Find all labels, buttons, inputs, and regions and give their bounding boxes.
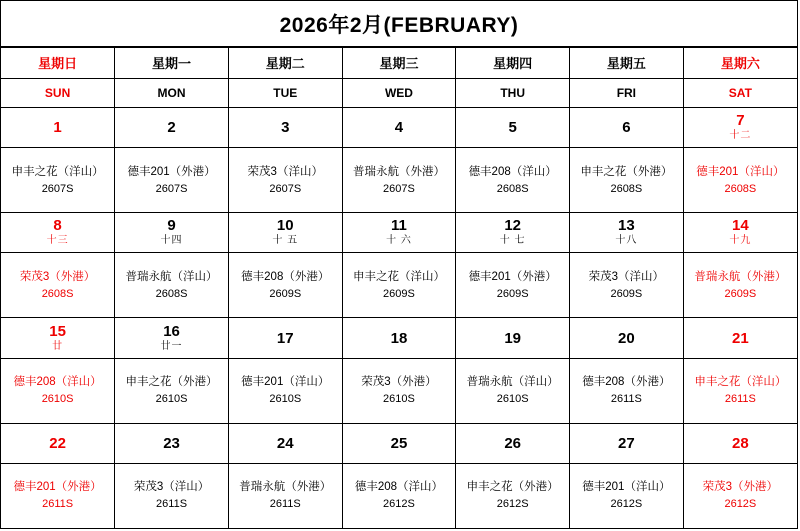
- vessel-name: 普瑞永航（洋山）: [466, 376, 559, 389]
- day-cell-date[interactable]: [1, 213, 115, 253]
- day-cell-date[interactable]: [456, 213, 570, 253]
- day-cell-event[interactable]: [456, 253, 570, 318]
- weekday-header-cn-wed: 星期三: [342, 48, 456, 79]
- voyage-code: 2607S: [383, 182, 415, 195]
- day-number: 9: [167, 217, 176, 235]
- day-cell-date[interactable]: [228, 423, 342, 463]
- day-cell-date[interactable]: [570, 213, 684, 253]
- day-number: 18: [390, 329, 408, 347]
- day-cell-event[interactable]: [1, 253, 115, 318]
- day-cell-event[interactable]: [342, 463, 456, 528]
- voyage-code: 2609S: [724, 287, 757, 300]
- vessel-name: 德丰208（外港）: [241, 270, 330, 283]
- voyage-code: 2611S: [610, 393, 642, 406]
- voyage-code: 2612S: [724, 498, 757, 511]
- day-cell-date[interactable]: [456, 423, 570, 463]
- day-number: 4: [394, 118, 404, 136]
- day-cell-date[interactable]: [342, 107, 456, 147]
- vessel-name: 德丰208（外港）: [582, 376, 671, 389]
- vessel-name: 普瑞永航（外港）: [694, 270, 787, 283]
- vessel-name: 德丰201（洋山）: [582, 481, 671, 494]
- vessel-name: 荣茂3（外港）: [19, 270, 96, 283]
- day-number: 15: [49, 322, 66, 340]
- weekday-header-cn-tue: 星期二: [228, 48, 342, 79]
- day-cell-date[interactable]: [115, 423, 229, 463]
- vessel-name: 德丰201（外港）: [468, 270, 557, 283]
- day-number: 13: [618, 217, 635, 235]
- day-cell-event[interactable]: [1, 148, 115, 213]
- vessel-name: 申丰之花（洋山）: [11, 165, 104, 178]
- day-number: 11: [391, 217, 407, 235]
- voyage-code: 2610S: [496, 393, 529, 406]
- day-cell-event[interactable]: [228, 358, 342, 423]
- vessel-name: 荣茂3（洋山）: [133, 481, 210, 494]
- day-number: 8: [53, 217, 62, 235]
- weekday-header-en-sat: SAT: [683, 78, 797, 107]
- vessel-name: 申丰之花（外港）: [125, 376, 218, 389]
- vessel-name: 德丰201（外港）: [127, 165, 216, 178]
- date-row: [1, 213, 797, 253]
- day-number: 10: [276, 217, 294, 235]
- day-cell-date[interactable]: [1, 318, 115, 358]
- day-cell-date[interactable]: [342, 213, 456, 253]
- day-cell-event[interactable]: [115, 463, 229, 528]
- day-cell-event[interactable]: [683, 253, 797, 318]
- day-cell-event[interactable]: [228, 463, 342, 528]
- day-cell-event[interactable]: [456, 358, 570, 423]
- day-cell-date[interactable]: [1, 423, 115, 463]
- voyage-code: 2611S: [724, 393, 756, 406]
- day-number: 21: [732, 329, 749, 347]
- day-cell-date[interactable]: [570, 423, 684, 463]
- weekday-header-cn-thu: 星期四: [456, 48, 570, 79]
- day-number: 16: [163, 322, 180, 340]
- voyage-code: 2611S: [156, 498, 188, 511]
- calendar-body: [1, 48, 797, 529]
- lunar-date: 十三: [46, 235, 69, 247]
- day-cell-date[interactable]: [342, 318, 456, 358]
- voyage-code: 2610S: [155, 393, 188, 406]
- vessel-name: 荣茂3（外港）: [361, 376, 437, 389]
- weekday-header-cn-row: [1, 48, 797, 79]
- day-cell-event[interactable]: [683, 358, 797, 423]
- date-row: [1, 107, 797, 147]
- event-row: [1, 358, 797, 423]
- day-cell-date[interactable]: [1, 107, 115, 147]
- voyage-code: 2612S: [383, 498, 415, 511]
- day-number: 28: [732, 434, 749, 452]
- voyage-code: 2608S: [724, 182, 757, 195]
- voyage-code: 2609S: [496, 287, 529, 300]
- day-cell-event[interactable]: [683, 148, 797, 213]
- lunar-date: 廿: [52, 340, 64, 352]
- vessel-name: 德丰201（外港）: [13, 481, 102, 494]
- weekday-header-en-tue: TUE: [228, 78, 342, 107]
- day-cell-date[interactable]: [456, 318, 570, 358]
- calendar-title-bar: [1, 1, 797, 47]
- weekday-header-cn-mon: 星期一: [115, 48, 229, 79]
- vessel-name: 荣茂3（外港）: [702, 481, 779, 494]
- event-row: [1, 463, 797, 528]
- weekday-header-cn-sat: 星期六: [683, 48, 797, 79]
- voyage-code: 2609S: [269, 287, 302, 300]
- day-cell-date[interactable]: [456, 107, 570, 147]
- day-cell-date[interactable]: [115, 318, 229, 358]
- lunar-date: 十八: [615, 235, 638, 247]
- weekday-header-en-fri: FRI: [570, 78, 684, 107]
- weekday-header-en-wed: WED: [342, 78, 456, 107]
- day-number: 22: [49, 434, 66, 452]
- day-cell-event[interactable]: [115, 358, 229, 423]
- day-cell-event[interactable]: [1, 358, 115, 423]
- weekday-header-en-sun: SUN: [1, 78, 115, 107]
- day-cell-event[interactable]: [570, 463, 684, 528]
- day-cell-event[interactable]: [115, 253, 229, 318]
- voyage-code: 2607S: [41, 182, 74, 195]
- lunar-date: 十九: [729, 235, 752, 247]
- day-cell-event[interactable]: [1, 463, 115, 528]
- date-row: [1, 423, 797, 463]
- vessel-name: 荣茂3（洋山）: [247, 165, 323, 178]
- day-number: 25: [390, 434, 408, 452]
- day-cell-date[interactable]: [570, 318, 684, 358]
- day-number: 17: [276, 329, 294, 347]
- day-number: 12: [504, 217, 521, 235]
- day-cell-date[interactable]: [115, 107, 229, 147]
- day-cell-date[interactable]: [115, 213, 229, 253]
- vessel-name: 德丰208（洋山）: [13, 376, 102, 389]
- day-number: 26: [504, 434, 521, 452]
- weekday-header-en-mon: MON: [115, 78, 229, 107]
- day-number: 20: [618, 329, 635, 347]
- day-cell-date[interactable]: [228, 107, 342, 147]
- lunar-date: 十 七: [499, 235, 526, 247]
- vessel-name: 荣茂3（洋山）: [588, 270, 665, 283]
- voyage-code: 2608S: [41, 287, 74, 300]
- voyage-code: 2609S: [610, 287, 643, 300]
- lunar-date: 十二: [729, 129, 752, 141]
- day-number: 5: [508, 118, 517, 136]
- day-number: 27: [618, 434, 635, 452]
- voyage-code: 2612S: [610, 498, 643, 511]
- day-cell-event[interactable]: [456, 463, 570, 528]
- day-cell-event[interactable]: [342, 253, 456, 318]
- day-cell-event[interactable]: [570, 358, 684, 423]
- day-number: 19: [504, 329, 521, 347]
- vessel-name: 普瑞永航（外港）: [239, 481, 332, 494]
- weekday-header-cn-sun: 星期日: [1, 48, 115, 79]
- voyage-code: 2609S: [383, 287, 415, 300]
- vessel-name: 普瑞永航（外港）: [352, 165, 445, 178]
- weekday-header-cn-fri: 星期五: [570, 48, 684, 79]
- voyage-code: 2608S: [155, 287, 188, 300]
- vessel-name: 德丰208（洋山）: [354, 481, 444, 494]
- day-cell-event[interactable]: [342, 148, 456, 213]
- voyage-code: 2607S: [269, 182, 302, 195]
- day-cell-date[interactable]: [683, 213, 797, 253]
- lunar-date: 十四: [160, 235, 183, 247]
- vessel-name: 德丰201（洋山）: [241, 376, 330, 389]
- day-cell-event[interactable]: [570, 148, 684, 213]
- vessel-name: 申丰之花（洋山）: [694, 376, 787, 389]
- voyage-code: 2607S: [155, 182, 188, 195]
- day-number: 23: [163, 434, 180, 452]
- day-cell-event[interactable]: [683, 463, 797, 528]
- vessel-name: 申丰之花（外港）: [580, 165, 673, 178]
- vessel-name: 德丰208（洋山）: [468, 165, 557, 178]
- vessel-name: 普瑞永航（洋山）: [125, 270, 218, 283]
- day-number: 24: [276, 434, 294, 452]
- weekday-header-en-thu: THU: [456, 78, 570, 107]
- day-cell-date[interactable]: [342, 423, 456, 463]
- day-cell-event[interactable]: [342, 358, 456, 423]
- day-cell-date[interactable]: [228, 318, 342, 358]
- day-cell-event[interactable]: [228, 148, 342, 213]
- calendar-grid: [1, 47, 797, 528]
- voyage-code: 2608S: [496, 182, 529, 195]
- lunar-date: 十 六: [386, 235, 412, 247]
- date-row: [1, 318, 797, 358]
- day-cell-event[interactable]: [570, 253, 684, 318]
- voyage-code: 2610S: [41, 393, 74, 406]
- event-row: [1, 148, 797, 213]
- voyage-code: 2610S: [383, 393, 415, 406]
- day-number: 3: [281, 118, 290, 136]
- vessel-name: 申丰之花（洋山）: [352, 270, 445, 283]
- page-title: 2026年2月(FEBRUARY): [279, 13, 519, 37]
- day-number: 2: [167, 118, 176, 136]
- day-cell-event[interactable]: [456, 148, 570, 213]
- day-cell-date[interactable]: [683, 318, 797, 358]
- vessel-name: 德丰201（洋山）: [696, 165, 785, 178]
- day-cell-date[interactable]: [570, 107, 684, 147]
- voyage-code: 2608S: [610, 182, 643, 195]
- day-number: 6: [622, 118, 631, 136]
- day-number: 1: [53, 118, 62, 136]
- day-number: 14: [732, 217, 749, 235]
- day-cell-date[interactable]: [683, 107, 797, 147]
- day-cell-date[interactable]: [683, 423, 797, 463]
- voyage-code: 2612S: [496, 498, 529, 511]
- day-cell-event[interactable]: [115, 148, 229, 213]
- lunar-date: 十 五: [272, 235, 299, 247]
- day-cell-event[interactable]: [228, 253, 342, 318]
- voyage-code: 2611S: [269, 498, 301, 511]
- event-row: [1, 253, 797, 318]
- voyage-code: 2610S: [269, 393, 302, 406]
- lunar-date: 廿一: [160, 340, 183, 352]
- voyage-code: 2611S: [42, 498, 74, 511]
- vessel-name: 申丰之花（外港）: [466, 481, 559, 494]
- day-number: 7: [736, 111, 745, 129]
- day-cell-date[interactable]: [228, 213, 342, 253]
- weekday-header-en-row: [1, 78, 797, 107]
